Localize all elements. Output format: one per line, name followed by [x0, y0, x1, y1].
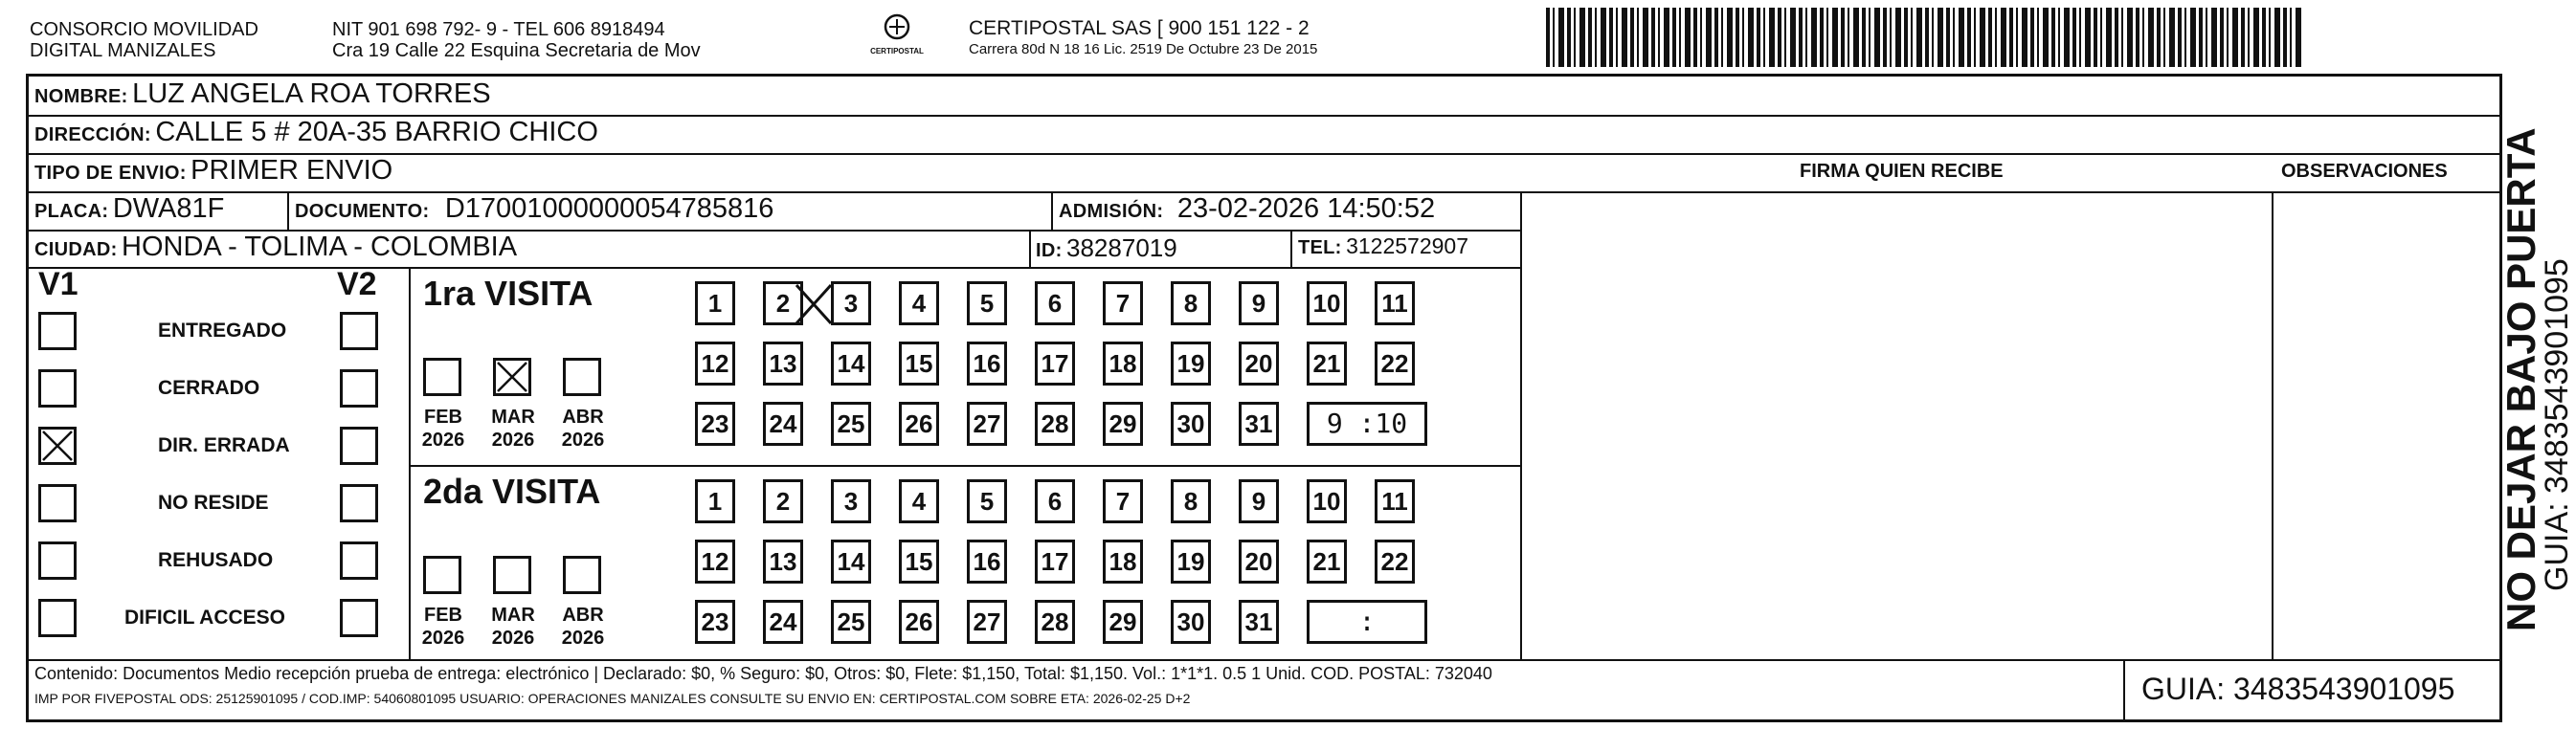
day-box[interactable]: 1: [695, 479, 735, 523]
status-label: ENTREGADO: [158, 320, 287, 342]
day-box[interactable]: 25: [831, 600, 871, 644]
status-v1-checkbox[interactable]: [38, 427, 77, 465]
firma-header: FIRMA QUIEN RECIBE: [1800, 161, 2004, 182]
barcode: [1546, 8, 2302, 67]
year-label: 2026: [491, 628, 535, 649]
day-box[interactable]: 19: [1171, 342, 1211, 386]
status-v2-checkbox[interactable]: [340, 312, 378, 350]
certipostal-address: Carrera 80d N 18 16 Lic. 2519 De Octubre 23 De 2015: [969, 41, 1318, 57]
placa-cell: [34, 193, 224, 225]
admision-label: ADMISIÓN:: [1059, 201, 1164, 222]
documento-label: DOCUMENTO:: [295, 201, 430, 222]
day-box[interactable]: 29: [1103, 402, 1143, 446]
day-box[interactable]: 7: [1103, 281, 1143, 325]
month-label: MAR: [491, 605, 535, 626]
day-box[interactable]: 6: [1035, 479, 1075, 523]
day-box[interactable]: 3: [831, 281, 871, 325]
delivery-form: [26, 74, 2502, 722]
tel-value: 3122572907: [1346, 233, 1469, 258]
month-label: ABR: [562, 605, 604, 626]
nombre-row: [34, 78, 491, 110]
year-label: 2026: [491, 430, 535, 451]
day-box[interactable]: 27: [967, 402, 1007, 446]
direccion-label: DIRECCIÓN:: [34, 124, 151, 145]
day-box[interactable]: 12: [695, 342, 735, 386]
month-label: ABR: [562, 407, 604, 428]
day-box[interactable]: 18: [1103, 342, 1143, 386]
status-v1-checkbox[interactable]: [38, 369, 77, 408]
day-box[interactable]: 17: [1035, 342, 1075, 386]
day-box[interactable]: 28: [1035, 600, 1075, 644]
admision-value: 23-02-2026 14:50:52: [1176, 193, 1436, 224]
day-box[interactable]: 6: [1035, 281, 1075, 325]
admision-cell: [1059, 193, 1435, 225]
guia-footer: GUIA: 3483543901095: [2141, 672, 2455, 706]
day-box[interactable]: 9: [1239, 281, 1279, 325]
documento-value: D17001000000054785816: [444, 193, 774, 224]
day-box[interactable]: 10: [1307, 281, 1347, 325]
company-address: Cra 19 Calle 22 Esquina Secretaria de Mov: [332, 40, 701, 61]
day-box[interactable]: 9: [1239, 479, 1279, 523]
certipostal-logo: [869, 13, 925, 63]
month-label: FEB: [424, 407, 462, 428]
placa-label: PLACA:: [34, 201, 109, 222]
day-box[interactable]: 13: [763, 540, 803, 584]
v2-header: V2: [337, 266, 377, 302]
side-guia: GUIA: 3483543901095: [2539, 258, 2575, 591]
first-visit-time[interactable]: 9 :10: [1307, 402, 1427, 446]
certipostal-nit: CERTIPOSTAL SAS [ 900 151 122 - 2: [969, 17, 1310, 39]
month-checkbox[interactable]: [563, 556, 601, 594]
second-visit-time[interactable]: :: [1307, 600, 1427, 644]
day-box[interactable]: 22: [1375, 540, 1415, 584]
day-box[interactable]: 20: [1239, 342, 1279, 386]
day-box[interactable]: 31: [1239, 600, 1279, 644]
day-box[interactable]: 18: [1103, 540, 1143, 584]
direccion-row: [34, 117, 598, 148]
day-box[interactable]: 30: [1171, 402, 1211, 446]
tipo-envio-value: PRIMER ENVIO: [190, 155, 393, 186]
day-box[interactable]: 31: [1239, 402, 1279, 446]
day-box[interactable]: 17: [1035, 540, 1075, 584]
status-label: CERRADO: [158, 377, 260, 399]
tel-label: TEL:: [1298, 237, 1342, 258]
direccion-value: CALLE 5 # 20A-35 BARRIO CHICO: [155, 117, 598, 147]
nombre-value: LUZ ANGELA ROA TORRES: [132, 78, 491, 109]
status-v2-checkbox[interactable]: [340, 427, 378, 465]
day-box[interactable]: 14: [831, 540, 871, 584]
month-checkbox[interactable]: [493, 556, 531, 594]
day-box[interactable]: 5: [967, 281, 1007, 325]
tel-cell: [1298, 233, 1468, 259]
day-box[interactable]: 1: [695, 281, 735, 325]
imp-text: IMP POR FIVEPOSTAL ODS: 25125901095 / COD.IMP: 54060801095 USUARIO: OPERACIONES MANIZALES CONSULTE SU ENVIO EN: CERTIPOSTAL.COM SOBRE ETA: 2026-02-25 D+2: [34, 691, 1191, 706]
day-box[interactable]: 14: [831, 342, 871, 386]
month-label: MAR: [491, 407, 535, 428]
tipo-envio-label: TIPO DE ENVIO:: [34, 163, 187, 184]
day-box[interactable]: 12: [695, 540, 735, 584]
day-box[interactable]: 8: [1171, 479, 1211, 523]
nombre-label: NOMBRE:: [34, 86, 128, 107]
day-box[interactable]: 23: [695, 600, 735, 644]
month-label: FEB: [424, 605, 462, 626]
day-box[interactable]: 22: [1375, 342, 1415, 386]
year-label: 2026: [561, 628, 605, 649]
day-box[interactable]: 3: [831, 479, 871, 523]
day-box[interactable]: 29: [1103, 600, 1143, 644]
day-box[interactable]: 7: [1103, 479, 1143, 523]
id-cell: [1036, 233, 1177, 263]
day-box[interactable]: 2: [763, 281, 803, 325]
month-checkbox[interactable]: [493, 358, 531, 396]
day-box[interactable]: 16: [967, 342, 1007, 386]
day-box[interactable]: 25: [831, 402, 871, 446]
nit-text: NIT 901 698 792- 9 - TEL 606 8918494: [332, 19, 665, 40]
month-checkbox[interactable]: [423, 358, 461, 396]
side-warning: NO DEJAR BAJO PUERTA: [2498, 127, 2543, 631]
id-label: ID:: [1036, 240, 1063, 261]
status-v1-checkbox[interactable]: [38, 541, 77, 580]
first-visit-title: 1ra VISITA: [423, 274, 594, 313]
status-v2-checkbox[interactable]: [340, 599, 378, 637]
day-box[interactable]: 5: [967, 479, 1007, 523]
status-v1-checkbox[interactable]: [38, 484, 77, 522]
status-label: DIFICIL ACCESO: [124, 607, 286, 629]
status-label: NO RESIDE: [158, 492, 269, 514]
day-box[interactable]: 23: [695, 402, 735, 446]
year-label: 2026: [421, 628, 465, 649]
placa-value: DWA81F: [112, 193, 225, 224]
day-box[interactable]: 13: [763, 342, 803, 386]
status-label: DIR. ERRADA: [158, 434, 290, 456]
ciudad-value: HONDA - TOLIMA - COLOMBIA: [122, 232, 518, 262]
day-box[interactable]: 4: [899, 281, 939, 325]
ciudad-label: CIUDAD:: [34, 239, 118, 260]
company-line-2: DIGITAL MANIZALES: [30, 40, 216, 61]
day-box[interactable]: 21: [1307, 342, 1347, 386]
day-box[interactable]: 20: [1239, 540, 1279, 584]
day-box[interactable]: 10: [1307, 479, 1347, 523]
status-label: REHUSADO: [158, 549, 274, 571]
day-box[interactable]: 19: [1171, 540, 1211, 584]
observaciones-header: OBSERVACIONES: [2281, 161, 2448, 182]
certipostal-info: [969, 17, 1317, 59]
logo-text: CERTIPOSTAL: [870, 47, 924, 55]
day-box[interactable]: 24: [763, 600, 803, 644]
tipo-envio-row: [34, 155, 392, 187]
status-v2-checkbox[interactable]: [340, 369, 378, 408]
status-v1-checkbox[interactable]: [38, 599, 77, 637]
contenido-text: Contenido: Documentos Medio recepción prueba de entrega: electrónico | Declarado: $0, % Seguro: $0, Otros: $0, Flete: $1,150, Total: $1,150. Vol.: 1*1*1. 0.5 1 Unid. COD. POSTAL: 732040: [34, 664, 1492, 683]
day-box[interactable]: 26: [899, 402, 939, 446]
year-label: 2026: [421, 430, 465, 451]
day-box[interactable]: 24: [763, 402, 803, 446]
day-box[interactable]: 21: [1307, 540, 1347, 584]
day-box[interactable]: 26: [899, 600, 939, 644]
day-box[interactable]: 2: [763, 479, 803, 523]
logo-icon: [878, 13, 916, 42]
day-box[interactable]: 11: [1375, 281, 1415, 325]
status-v2-checkbox[interactable]: [340, 541, 378, 580]
day-box[interactable]: 11: [1375, 479, 1415, 523]
second-visit-title: 2da VISITA: [423, 472, 601, 511]
company-line-1: CONSORCIO MOVILIDAD: [30, 19, 258, 40]
status-v2-checkbox[interactable]: [340, 484, 378, 522]
day-box[interactable]: 15: [899, 540, 939, 584]
day-box[interactable]: 4: [899, 479, 939, 523]
company-contact: [332, 19, 701, 61]
month-checkbox[interactable]: [563, 358, 601, 396]
id-value: 38287019: [1066, 233, 1177, 262]
day-box[interactable]: 27: [967, 600, 1007, 644]
status-v1-checkbox[interactable]: [38, 312, 77, 350]
ciudad-cell: [34, 232, 517, 263]
year-label: 2026: [561, 430, 605, 451]
company-name: [30, 19, 258, 61]
day-box[interactable]: 16: [967, 540, 1007, 584]
day-box[interactable]: 8: [1171, 281, 1211, 325]
day-box[interactable]: 30: [1171, 600, 1211, 644]
v1-header: V1: [38, 266, 78, 302]
documento-cell: [295, 193, 773, 225]
month-checkbox[interactable]: [423, 556, 461, 594]
day-box[interactable]: 28: [1035, 402, 1075, 446]
day-box[interactable]: 15: [899, 342, 939, 386]
